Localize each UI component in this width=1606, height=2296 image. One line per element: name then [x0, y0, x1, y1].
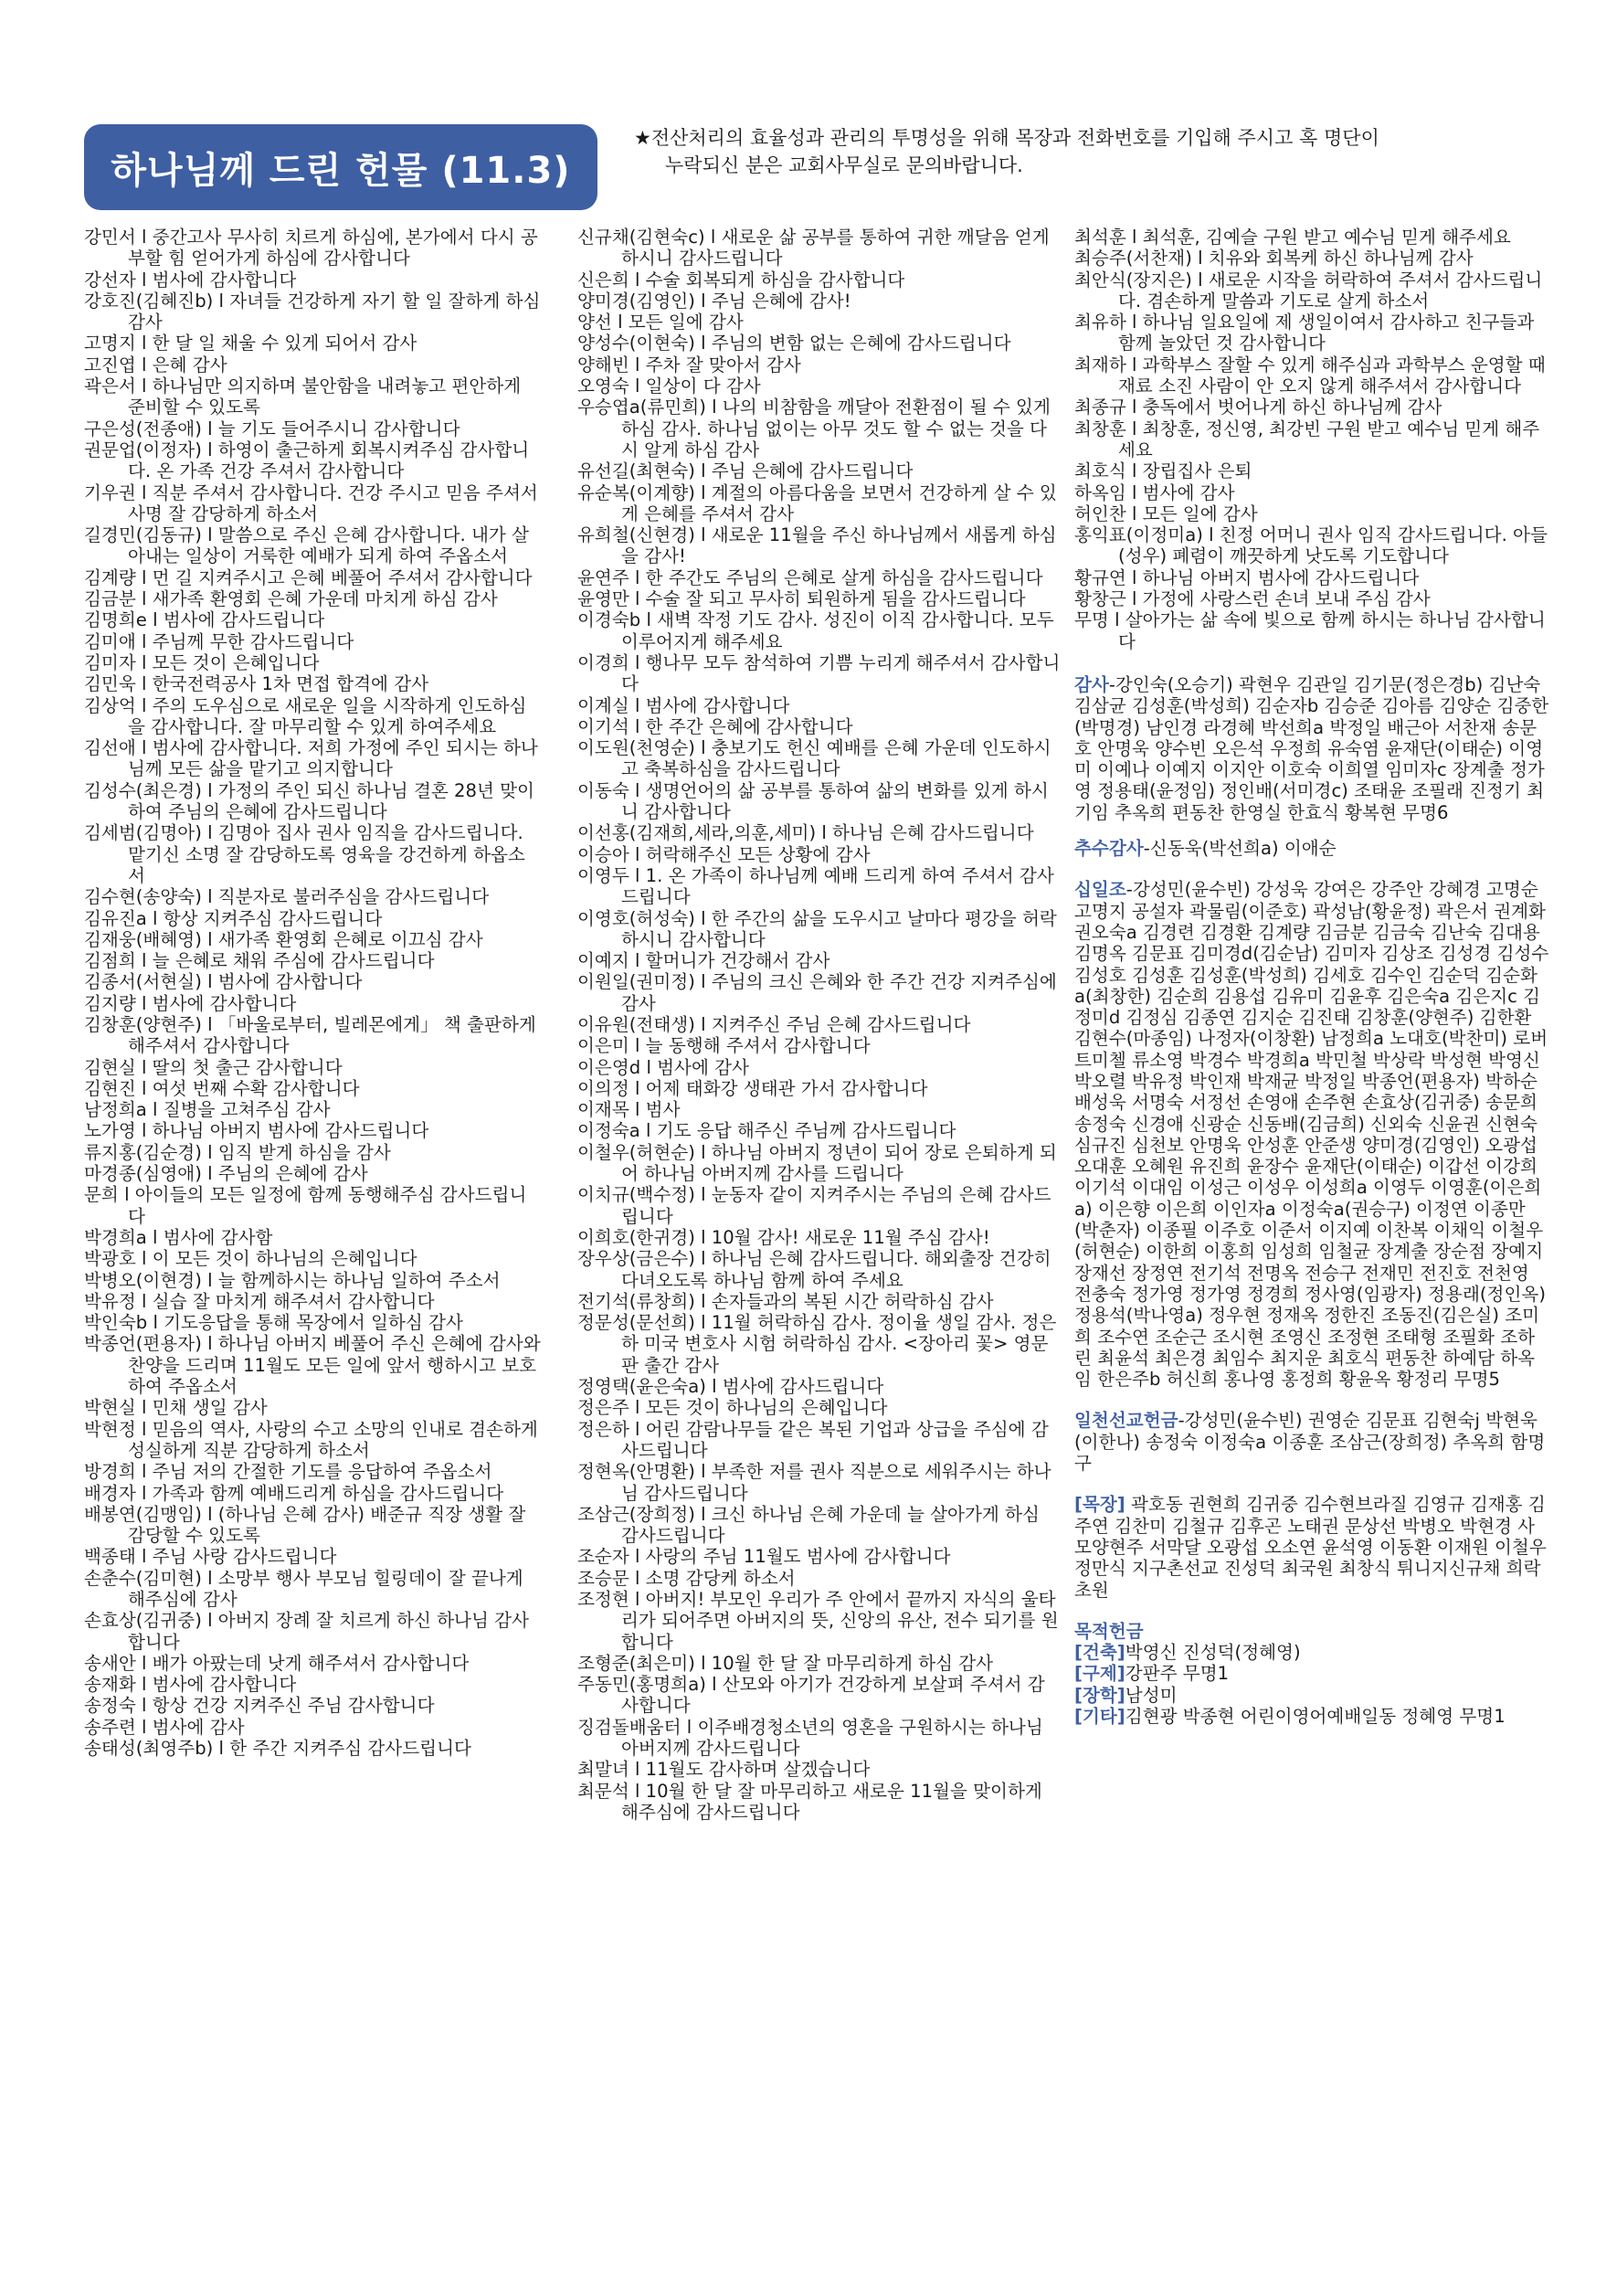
offering-entry: 무명 l 살아가는 삶 속에 빛으로 함께 하시는 하나님 감사합니다 [1074, 609, 1546, 652]
offering-entry: 신규채(김현숙c) l 새로운 삶 공부를 통하여 귀한 깨달음 얻게 하시니 감사드립니다 [577, 227, 1050, 270]
offering-entry: 정문성(문선희) l 11월 허락하심 감사. 정이율 생일 감사. 정은하 미국 변호사 시험 허락하심 감사. <장아리 꽃> 영문판 출간 감사 [577, 1312, 1057, 1376]
mission-offering-section [1074, 1410, 1549, 1474]
notice-line-2: 누락되신 분은 교회사무실로 문의바랍니다. [665, 154, 1023, 176]
offering-entry: 김수현(송양숙) l 직분자로 불러주심을 감사드립니다 [84, 886, 490, 908]
offering-entry: 김현실 l 딸의 첫 출근 감사합니다 [84, 1056, 343, 1078]
offering-entry: 김민욱 l 한국전력공사 1차 면접 합격에 감사 [84, 673, 429, 695]
offering-entry: 노가영 l 하나님 아버지 범사에 감사드립니다 [84, 1120, 429, 1142]
harvest-thanks-names: -신동욱(박선희a) 이애순 [1143, 838, 1337, 860]
offering-entry: 류지홍(김순경) l 임직 받게 하심을 감사 [84, 1141, 391, 1163]
offering-column-2 [577, 227, 1062, 1823]
offering-entry: 박인숙b l 기도응답을 통해 목장에서 일하심 감사 [84, 1312, 463, 1334]
cell-group-section [1074, 1494, 1549, 1600]
offering-entry: 허인찬 l 모든 일에 감사 [1074, 503, 1258, 524]
offering-entry: 박종언(편용자) l 하나님 아버지 베풀어 주신 은혜에 감사와 찬양을 드리며 11월도 모든 일에 앞서 행하시고 보호하여 주옵소서 [84, 1333, 541, 1398]
offering-entry: 길경민(김동규) l 말씀으로 주신 은혜 감사합니다. 내가 살아내는 일상이 거룩한 예배가 되게 하여 주옵소서 [84, 524, 529, 567]
offering-entry: 고명지 l 한 달 일 채울 수 있게 되어서 감사 [84, 333, 417, 354]
offering-entry: 김명희e l 범사에 감사드립니다 [84, 609, 325, 631]
offering-entry: 강호진(김혜진b) l 자녀들 건강하게 자기 할 일 잘하게 하심 감사 [84, 290, 541, 333]
tithe-names: -강성민(윤수빈) 강성욱 강여은 강주안 강혜경 고명순 고명지 공설자 곽물림(이준호) 곽성남(황윤정) 곽은서 권계화 권오숙a 김경련 김경환 김계량 김금분 김금숙 김난숙 김대용 김명옥 김문표 김미경d(김순남) 김미자 김상조 김성경 김성수 김성호 김성훈 김성훈(박성희) 김세호 김수인 김순덕 김순화a(최창한) 김순희 김용섭 김유미 김윤후 김은숙a 김은지c 김정미d 김정심 김종연 김지순 김진태 김창훈(양현주) 김한환 김현수(마종임) 나정자(이창환) 남정희a 노대호(박찬미) 로버트미첼 류소영 박경수 박경희a 박민철 박상락 박성현 박영신 박오렬 박유정 박인재 박재균 박정일 박종언(편용자) 박하순 배성욱 서명숙 서정선 손영애 손주현 손효상(김귀중) 송문희 송정숙 신경애 신광순 신동배(김금희) 신외숙 신윤권 신현숙 심규진 심천보 안명욱 안성훈 안준생 양미경(김영인) 오광섭 오대훈 오혜원 유진희 윤장수 윤재단(이태순) 이갑선 이강희 이기석 이대임 이성근 이성우 이성희a 이영두 이영훈(이은희a) 이은향 이은희 이인자a 이정숙a(권승구) 이정연 이종만(박춘자) 이종필 이주호 이준서 이지예 이찬복 이채익 이철우(허현순) 이한희 이홍희 임성희 임철균 장계출 장순점 장예지 장재선 장정연 전기석 전명옥 전승구 전재민 전진호 전천영 전충숙 정가영 정가영 정경희 정사영(임광자) 정용래(정인옥) 정용석(박나영a) 정우현 정재옥 정한진 조동진(김은실) 조미희 조수연 조순근 조시현 조영신 조정현 조태형 조필화 조하린 최윤석 최은경 최임수 최지운 최호식 편동찬 하예담 하옥임 한은주b 허신희 홍나영 홍정희 황윤옥 황정리 무명5 [1074, 879, 1549, 1391]
offering-entry: 박광호 l 이 모든 것이 하나님의 은혜입니다 [84, 1248, 417, 1270]
offering-entry: 이승아 l 허락해주신 모든 상황에 감사 [577, 843, 871, 865]
offering-title-banner [84, 124, 597, 210]
purpose-offering-names: 김현광 박종현 어린이영어예배일동 정혜영 무명1 [1125, 1706, 1506, 1727]
offering-entry: 송주련 l 범사에 감사 [84, 1716, 245, 1738]
offering-entry: 이경희 l 행나무 모두 참석하여 기쁨 누리게 해주셔서 감사합니다 [577, 651, 1061, 695]
offering-entry: 김성수(최은경) l 가정의 주인 되신 하나님 결혼 28년 맞이하여 주님의 은혜에 감사드립니다 [84, 779, 534, 823]
purpose-offering-row [1074, 1663, 1549, 1684]
offering-entry: 구은성(전종애) l 늘 기도 들어주시니 감사합니다 [84, 418, 460, 439]
offering-entry: 송태성(최영주b) l 한 주간 지켜주심 감사드립니다 [84, 1738, 471, 1760]
harvest-thanks-label: 추수감사 [1074, 838, 1144, 860]
offering-entry: 조승문 l 소명 감당케 하소서 [577, 1567, 796, 1589]
offering-entry: 징검돌배움터 l 이주배경청소년의 영혼을 구원하시는 하나님 아버지께 감사드립니다 [577, 1716, 1043, 1760]
offering-entry: 유희철(신현경) l 새로운 11월을 주신 하나님께서 새롭게 하심을 감사! [577, 524, 1057, 567]
offering-entry: 윤영만 l 수술 잘 되고 무사히 퇴원하게 됨을 감사드립니다 [577, 588, 1026, 610]
offering-entry: 이기석 l 한 주간 은혜에 감사합니다 [577, 715, 853, 737]
offering-entry: 이원일(권미정) l 주님의 크신 은혜와 한 주간 건강 지켜주심에 감사 [577, 971, 1057, 1014]
offering-entry: 이도원(천영순) l 충보기도 헌신 예배를 은혜 가운데 인도하시고 축복하심을 감사드립니다 [577, 737, 1051, 780]
purpose-offering-row [1074, 1642, 1549, 1663]
offering-entry: 남정희a l 질병을 고쳐주심 감사 [84, 1099, 331, 1121]
offering-entry: 이은영d l 범사에 감사 [577, 1056, 749, 1078]
offering-entry: 신은희 l 수술 회복되게 하심을 감사합니다 [577, 269, 905, 291]
offering-entry: 김지량 l 범사에 감사합니다 [84, 992, 297, 1014]
offering-entry: 우승엽a(류민희) l 나의 비참함을 깨달아 전환점이 될 수 있게 하심 감사. 하나님 없이는 아무 것도 할 수 없는 것을 다시 알게 하심 감사 [577, 397, 1051, 460]
offering-entry: 손효상(김귀중) l 아버지 장례 잘 치르게 하신 하나님 감사합니다 [84, 1610, 529, 1653]
offering-entry: 송새안 l 배가 아팠는데 낫게 해주셔서 감사합니다 [84, 1652, 470, 1674]
offering-entry: 이철우(허현순) l 하나님 아버지 정년이 되어 장로 은퇴하게 되어 하나님 아버지께 감사를 드립니다 [577, 1141, 1057, 1185]
notice-text [634, 124, 1548, 179]
purpose-offering-section [1074, 1621, 1549, 1727]
offering-entry: 조정현 l 아버지! 부모인 우리가 주 안에서 끝까지 자식의 울타리가 되어주면 아버지의 뜻, 신앙의 유산, 전수 되기를 원합니다 [577, 1589, 1059, 1653]
offering-entry: 황창근 l 가정에 사랑스런 손녀 보내 주심 감사 [1074, 588, 1431, 610]
offering-entry: 마경종(심영애) l 주님의 은혜에 감사 [84, 1163, 368, 1185]
offering-entry: 유순복(이계향) l 계절의 아름다움을 보면서 건강하게 살 수 있게 은혜를 주셔서 감사 [577, 481, 1057, 524]
offering-entry: 김종서(서현실) l 범사에 감사합니다 [84, 971, 363, 993]
offering-entry: 조삼근(장희정) l 크신 하나님 은혜 가운데 늘 살아가게 하심 감사드립니다 [577, 1503, 1040, 1547]
offering-entry: 최말녀 l 11월도 감사하며 살겠습니다 [577, 1759, 871, 1781]
offering-entry: 박현실 l 민채 생일 감사 [84, 1397, 268, 1419]
offering-entry: 김상억 l 주의 도우심으로 새로운 일을 시작하게 인도하심을 감사합니다. 잘 마무리할 수 있게 하여주세요 [84, 694, 527, 737]
offering-entry: 권문업(이정자) l 하영이 출근하게 회복시켜주심 감사합니다. 온 가족 건강 주셔서 감사합니다 [84, 439, 530, 482]
offering-entry: 이은미 l 늘 동행해 주셔서 감사합니다 [577, 1035, 871, 1057]
purpose-offering-names: 남성미 [1125, 1684, 1178, 1706]
offering-entry: 양미경(김영인) l 주님 은혜에 감사! [577, 290, 851, 312]
purpose-offering-tag: [구제] [1074, 1663, 1125, 1685]
offering-entry: 문희 l 아이들의 모든 일정에 함께 동행해주심 감사드립니다 [84, 1184, 527, 1227]
thanks-names: -강인숙(오승기) 곽현우 김관일 김기문(정은경b) 김난숙 김삼균 김성훈(박성희) 김순자b 김승준 김아름 김양순 김중한(박명경) 남인경 라경혜 박선희a 박정일 배근아 서찬재 송문호 안명욱 양수빈 오은석 우정희 유숙염 윤재단(이태순) 이영미 이예나 이예지 이지안 이호숙 이희열 임미자c 장계출 정가영 정용태(윤정임) 정인배(서미경c) 조태윤 조필래 진정기 최기임 추옥희 편동찬 한영실 한효식 황복현 무명6 [1074, 673, 1549, 823]
offering-entry: 김계량 l 먼 길 지켜주시고 은혜 베풀어 주셔서 감사합니다 [84, 566, 533, 588]
offering-entry: 강선자 l 범사에 감사합니다 [84, 269, 297, 291]
offering-entry: 이의정 l 어제 태화강 생태관 가서 감사합니다 [577, 1077, 928, 1099]
offering-entry: 김현진 l 여섯 번째 수확 감사합니다 [84, 1077, 360, 1099]
offering-entry: 송재화 l 범사에 감사합니다 [84, 1674, 297, 1696]
offering-entry: 정은주 l 모든 것이 하나님의 은혜입니다 [577, 1397, 888, 1419]
offering-entry: 이치규(백수정) l 눈동자 같이 지켜주시는 주님의 은혜 감사드립니다 [577, 1184, 1051, 1227]
offering-entry: 김미애 l 주님께 무한 감사드립니다 [84, 630, 354, 652]
offering-column-3-entries [1074, 227, 1549, 652]
cell-group-names: 곽호동 권현희 김귀중 김수현브라질 김영규 김재홍 김주연 김찬미 김철규 김후곤 노태권 문상선 박병오 박현경 사모양현주 서막달 오광섭 오소연 윤석영 이동환 이재원 이철우 정만식 지구촌선교 진성덕 최국원 최창식 튀니지신규채 희락초원 [1074, 1494, 1547, 1601]
purpose-offering-row [1074, 1706, 1549, 1727]
offering-entry: 박병오(이현경) l 늘 함께하시는 하나님 일하여 주소서 [84, 1269, 501, 1291]
purpose-offering-tag: [장학] [1074, 1684, 1125, 1706]
mission-offering-label: 일천선교헌금 [1074, 1410, 1178, 1432]
offering-entry: 양해빈 l 주차 잘 맞아서 감사 [577, 354, 801, 376]
offering-entry: 오영숙 l 일상이 다 감사 [577, 376, 761, 397]
offering-entry: 백종태 l 주님 사랑 감사드립니다 [84, 1546, 337, 1568]
offering-entry: 김선애 l 범사에 감사합니다. 저희 가정에 주인 되시는 하나님께 모든 삶을 맡기고 의지합니다 [84, 737, 538, 780]
offering-entry: 황규연 l 하나님 아버지 범사에 감사드립니다 [1074, 566, 1420, 588]
offering-entry: 이희호(한귀경) l 10월 감사! 새로운 11월 주심 감사! [577, 1226, 990, 1248]
offering-entry: 배경자 l 가족과 함께 예배드리게 하심을 감사드립니다 [84, 1482, 504, 1504]
offering-entry: 고진엽 l 은혜 감사 [84, 354, 227, 376]
offering-entry: 최재하 l 과학부스 잘할 수 있게 해주심과 과학부스 운영할 때 재료 소진 사람이 안 오지 않게 해주셔서 감사합니다 [1074, 354, 1546, 397]
offering-entry: 주동민(홍명희a) l 산모와 아기가 건강하게 보살펴 주셔서 감사합니다 [577, 1674, 1045, 1717]
offering-entry: 정영택(윤은숙a) l 범사에 감사드립니다 [577, 1376, 884, 1398]
purpose-offering-tag: [기타] [1074, 1706, 1125, 1727]
offering-entry: 장우상(금은수) l 하나님 은혜 감사드립니다. 해외출장 건강히 다녀오도록 하나님 함께 하여 주세요 [577, 1248, 1051, 1291]
offering-entry: 양선 l 모든 일에 감사 [577, 312, 744, 333]
offering-entry: 최종규 l 충독에서 벗어나게 하신 하나님께 감사 [1074, 397, 1442, 418]
offering-entry: 손춘수(김미현) l 소망부 행사 부모님 힐링데이 잘 끝나게 해주심에 감사 [84, 1567, 523, 1610]
offering-entry: 최문석 l 10월 한 달 잘 마무리하고 새로운 11월을 맞이하게 해주심에 감사드립니다 [577, 1780, 1042, 1823]
offering-entry: 전기석(류창희) l 손자들과의 복된 시간 허락하심 감사 [577, 1290, 994, 1312]
offering-entry: 이경숙b l 새벽 작정 기도 감사. 성진이 이직 감사합니다. 모두 이루어지게 해주세요 [577, 609, 1054, 652]
offering-entry: 김재웅(배혜영) l 새가족 환영회 은혜로 이끄심 감사 [84, 928, 483, 950]
offering-entry: 방경희 l 주님 저의 간절한 기도를 응답하여 주옵소서 [84, 1461, 492, 1483]
offering-entry: 최승주(서찬재) l 치유와 회복케 하신 하나님께 감사 [1074, 248, 1474, 270]
offering-entry: 김금분 l 새가족 환영회 은혜 가운데 마치게 하심 감사 [84, 588, 498, 610]
offering-entry: 곽은서 l 하나님만 의지하며 불안함을 내려놓고 편안하게 준비할 수 있도록 [84, 376, 522, 418]
offering-entry: 이영호(허성숙) l 한 주간의 삶을 도우시고 날마다 평강을 허락하시니 감사합니다 [577, 907, 1057, 950]
offering-entry: 이재목 l 범사 [577, 1099, 681, 1121]
offering-entry: 배봉연(김맹임) l (하나님 은혜 감사) 배준규 직장 생활 잘 감당할 수 있도록 [84, 1503, 526, 1547]
thanks-section [1074, 674, 1549, 823]
offering-entry: 조순자 l 사랑의 주님 11월도 범사에 감사합니다 [577, 1546, 951, 1568]
offering-entry: 김미자 l 모든 것이 은혜입니다 [84, 651, 320, 673]
offering-entry: 이유원(전태생) l 지켜주신 주님 은혜 감사드립니다 [577, 1013, 971, 1035]
offering-entry: 이정숙a l 기도 응답 해주신 주님께 감사드립니다 [577, 1120, 956, 1142]
offering-entry: 윤연주 l 한 주간도 주님의 은혜로 살게 하심을 감사드립니다 [577, 566, 1043, 588]
purpose-offering-row [1074, 1685, 1549, 1706]
offering-entry: 조형준(최은미) l 10월 한 달 잘 마무리하게 하심 감사 [577, 1652, 994, 1674]
offering-entry: 김창훈(양현주) l 「바울로부터, 빌레몬에게」 책 출판하게 해주셔서 감사합니다 [84, 1013, 536, 1057]
purpose-offering-title: 목적헌금 [1074, 1620, 1144, 1642]
offering-entry: 최안식(장지은) l 새로운 시작을 허락하여 주셔서 감사드립니다. 겸손하게 말씀과 기도로 살게 하소서 [1074, 269, 1543, 312]
offering-entry: 기우권 l 직분 주셔서 감사합니다. 건강 주시고 믿음 주셔서 사명 잘 감당하게 하소서 [84, 481, 538, 524]
offering-column-3 [1074, 227, 1549, 1727]
offering-entry: 이동숙 l 생명언어의 삶 공부를 통하여 삶의 변화를 있게 하시니 감사합니다 [577, 779, 1049, 823]
thanks-label: 감사 [1074, 673, 1109, 695]
offering-entry: 최유하 l 하나님 일요일에 제 생일이여서 감사하고 친구들과 함께 놀았던 것 감사합니다 [1074, 312, 1535, 354]
offering-entry: 박유정 l 실습 잘 마치게 해주셔서 감사합니다 [84, 1290, 435, 1312]
purpose-offering-tag: [건축] [1074, 1642, 1125, 1664]
offering-entry: 최호식 l 장립집사 은퇴 [1074, 460, 1252, 482]
offering-entry: 이예지 l 할머니가 건강해서 감사 [577, 950, 830, 972]
page-title: 하나님께 드린 헌물 (11.3) [111, 149, 571, 192]
tithe-label: 십일조 [1074, 879, 1126, 901]
offering-entry: 정현옥(안명환) l 부족한 저를 권사 직분으로 세워주시는 하나님 감사드립니다 [577, 1461, 1051, 1504]
purpose-offering-names: 박영신 진성덕(정혜영) [1125, 1642, 1301, 1664]
offering-entry: 홍익표(이정미a) l 친정 어머니 권사 임직 감사드립니다. 아들(성우) 폐렴이 깨끗하게 낫도록 기도합니다 [1074, 524, 1548, 567]
offering-entry: 박현정 l 믿음의 역사, 사랑의 수고 소망의 인내로 겸손하게 성실하게 직분 감당하게 하소서 [84, 1418, 538, 1461]
tithe-section [1074, 879, 1549, 1390]
offering-entry: 이선홍(김재희,세라,의훈,세미) l 하나님 은혜 감사드립니다 [577, 822, 1034, 844]
offering-entry: 유선길(최현숙) l 주님 은혜에 감사드립니다 [577, 460, 914, 482]
offering-entry: 김점희 l 늘 은혜로 채워 주심에 감사드립니다 [84, 950, 435, 972]
offering-entry: 김세범(김명아) l 김명아 집사 권사 임직을 감사드립니다. 맡기신 소명 잘 감당하도록 영육을 강건하게 하옵소서 [84, 822, 525, 886]
offering-entry: 하옥임 l 범사에 감사 [1074, 481, 1235, 503]
harvest-thanks-section [1074, 838, 1549, 859]
purpose-offering-names: 강판주 무명1 [1125, 1663, 1230, 1685]
cell-group-label: [목장] [1074, 1494, 1125, 1516]
offering-entry: 박경희a l 범사에 감사함 [84, 1226, 273, 1248]
offering-entry: 양성수(이현숙) l 주님의 변함 없는 은혜에 감사드립니다 [577, 333, 1011, 354]
offering-entry: 이영두 l 1. 온 가족이 하나님께 예배 드리게 하여 주셔서 감사드립니다 [577, 864, 1054, 908]
notice-line-1: ★전산처리의 효율성과 관리의 투명성을 위해 목장과 전화번호를 기입해 주시고 혹 명단이 [634, 127, 1379, 149]
offering-column-1 [84, 227, 541, 1759]
mission-offering-names: -강성민(윤수빈) 권영순 김문표 김현숙j 박현욱(이한나) 송정숙 이정숙a 이종훈 조삼근(장희정) 추옥희 함명구 [1074, 1410, 1546, 1475]
offering-entry: 이계실 l 범사에 감사합니다 [577, 694, 790, 716]
offering-entry: 강민서 l 중간고사 무사히 치르게 하심에, 본가에서 다시 공부할 힘 얻어가게 하심에 감사합니다 [84, 227, 538, 270]
offering-entry: 송정숙 l 항상 건강 지켜주신 주님 감사합니다 [84, 1695, 435, 1717]
offering-entry: 정은하 l 어린 감람나무들 같은 복된 기업과 상급을 주심에 감사드립니다 [577, 1418, 1049, 1461]
offering-entry: 최창훈 l 최창훈, 정신영, 최강빈 구원 받고 예수님 믿게 해주세요 [1074, 418, 1540, 460]
purpose-offering-rows [1074, 1642, 1549, 1727]
offering-entry: 김유진a l 항상 지켜주심 감사드립니다 [84, 907, 383, 929]
offering-entry: 최석훈 l 최석훈, 김예슬 구원 받고 예수님 믿게 해주세요 [1074, 227, 1511, 248]
